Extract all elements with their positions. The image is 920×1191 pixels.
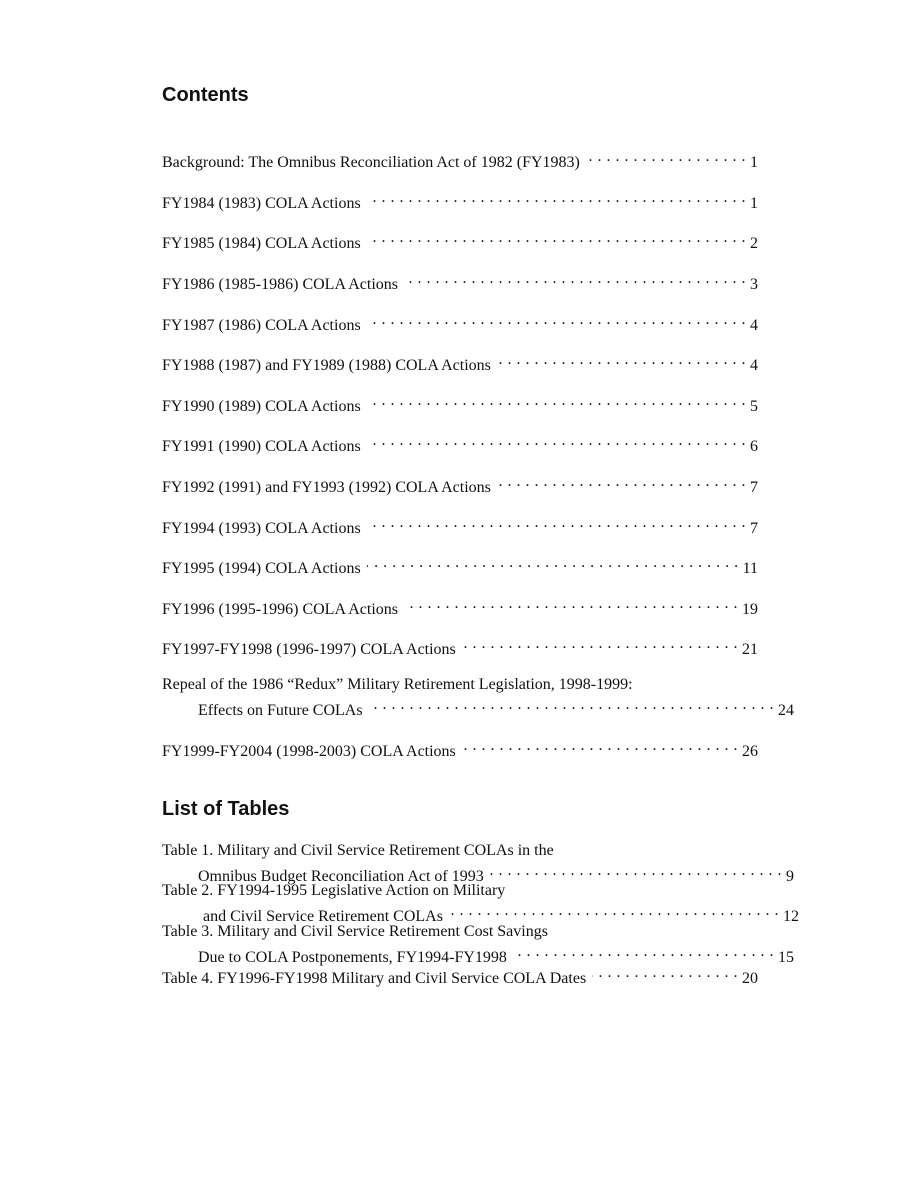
toc-entry[interactable] bbox=[162, 228, 758, 254]
toc-entry-page: 11 bbox=[742, 560, 758, 577]
table-entry-page: 12 bbox=[783, 908, 799, 925]
table-entry[interactable] bbox=[162, 963, 758, 989]
toc-entry[interactable] bbox=[162, 188, 758, 214]
toc-entry[interactable] bbox=[162, 391, 758, 417]
list-of-tables-heading: List of Tables bbox=[162, 798, 290, 820]
toc-entry-title: FY1991 (1990) COLA Actions bbox=[162, 438, 361, 455]
table-entry-page: 15 bbox=[778, 949, 794, 966]
toc-entry-page: 3 bbox=[750, 276, 758, 293]
toc-entry-page: 4 bbox=[750, 357, 758, 374]
toc-entry-title: FY1997-FY1998 (1996-1997) COLA Actions bbox=[162, 641, 456, 658]
toc-entry-title: FY1985 (1984) COLA Actions bbox=[162, 235, 361, 252]
toc-entry[interactable] bbox=[162, 472, 758, 498]
leader-dots bbox=[462, 634, 738, 654]
toc-entry-title: FY1987 (1986) COLA Actions bbox=[162, 317, 361, 334]
table-entry-title-continued: and Civil Service Retirement COLAs bbox=[203, 908, 443, 925]
table-entry-page: 20 bbox=[742, 970, 758, 987]
toc-entry-title: FY1988 (1987) and FY1989 (1988) COLA Actions bbox=[162, 357, 491, 374]
leader-dots bbox=[497, 350, 746, 370]
toc-entry-title-continued: Effects on Future COLAs bbox=[198, 702, 363, 719]
toc-entry[interactable] bbox=[162, 350, 758, 376]
toc-entry-page: 6 bbox=[750, 438, 758, 455]
table-entry-title-continued: Omnibus Budget Reconciliation Act of 1993 bbox=[198, 868, 484, 885]
toc-entry-title: FY1992 (1991) and FY1993 (1992) COLA Actions bbox=[162, 479, 491, 496]
toc-entry[interactable] bbox=[162, 431, 758, 457]
toc-entry[interactable] bbox=[162, 269, 758, 295]
toc-entry-page: 26 bbox=[742, 743, 758, 760]
toc-entry-title: Background: The Omnibus Reconciliation Act of 1982 (FY1983) bbox=[162, 154, 580, 171]
toc-entry-title: FY1994 (1993) COLA Actions bbox=[162, 520, 361, 537]
toc-entry-title: Repeal of the 1986 “Redux” Military Retirement Legislation, 1998-1999: bbox=[162, 676, 633, 693]
toc-entry-title: FY1986 (1985-1986) COLA Actions bbox=[162, 276, 398, 293]
leader-dots bbox=[513, 942, 774, 962]
table-entry-title: Table 4. FY1996-FY1998 Military and Civil Service COLA Dates bbox=[162, 970, 587, 987]
toc-entry[interactable] bbox=[162, 147, 758, 173]
table-entry[interactable] bbox=[162, 922, 794, 968]
toc-entry[interactable] bbox=[162, 594, 758, 620]
leader-dots bbox=[586, 147, 746, 167]
leader-dots bbox=[367, 553, 739, 573]
contents-heading: Contents bbox=[162, 84, 249, 106]
toc-entry[interactable] bbox=[162, 553, 758, 579]
leader-dots bbox=[490, 861, 782, 881]
table-entry[interactable] bbox=[162, 881, 799, 927]
leader-dots bbox=[592, 963, 738, 983]
toc-entry[interactable] bbox=[162, 310, 758, 336]
toc-entry-title: FY1996 (1995-1996) COLA Actions bbox=[162, 601, 398, 618]
leader-dots bbox=[367, 310, 746, 330]
leader-dots bbox=[462, 736, 738, 756]
toc-entry[interactable] bbox=[162, 513, 758, 539]
table-entry-title: Table 3. Military and Civil Service Retirement Cost Savings bbox=[162, 923, 548, 940]
toc-entry-page: 5 bbox=[750, 398, 758, 415]
leader-dots bbox=[369, 695, 774, 715]
leader-dots bbox=[497, 472, 746, 492]
leader-dots bbox=[367, 228, 746, 248]
toc-entry-page: 21 bbox=[742, 641, 758, 658]
toc-entry-page: 19 bbox=[742, 601, 758, 618]
leader-dots bbox=[367, 431, 746, 451]
toc-entry-page: 4 bbox=[750, 317, 758, 334]
leader-dots bbox=[367, 513, 746, 533]
table-entry-title-continued: Due to COLA Postponements, FY1994-FY1998 bbox=[198, 949, 507, 966]
toc-entry-title: FY1984 (1983) COLA Actions bbox=[162, 195, 361, 212]
toc-entry-page: 1 bbox=[750, 195, 758, 212]
toc-entry-page: 7 bbox=[750, 479, 758, 496]
toc-entry[interactable] bbox=[162, 634, 758, 660]
toc-entry[interactable] bbox=[162, 675, 794, 721]
table-entry-title: Table 1. Military and Civil Service Retirement COLAs in the bbox=[162, 842, 554, 859]
table-entry-page: 9 bbox=[786, 868, 794, 885]
leader-dots bbox=[449, 901, 779, 921]
toc-entry-page: 1 bbox=[750, 154, 758, 171]
toc-entry-page: 7 bbox=[750, 520, 758, 537]
toc-entry-title: FY1995 (1994) COLA Actions bbox=[162, 560, 361, 577]
table-entry-title: Table 2. FY1994-1995 Legislative Action on Military bbox=[162, 882, 506, 899]
toc-entry-page: 24 bbox=[778, 702, 794, 719]
toc-entry-page: 2 bbox=[750, 235, 758, 252]
leader-dots bbox=[404, 269, 746, 289]
toc-entry[interactable] bbox=[162, 736, 758, 762]
leader-dots bbox=[367, 391, 746, 411]
leader-dots bbox=[367, 188, 746, 208]
leader-dots bbox=[404, 594, 738, 614]
toc-entry-title: FY1999-FY2004 (1998-2003) COLA Actions bbox=[162, 743, 456, 760]
toc-entry-title: FY1990 (1989) COLA Actions bbox=[162, 398, 361, 415]
